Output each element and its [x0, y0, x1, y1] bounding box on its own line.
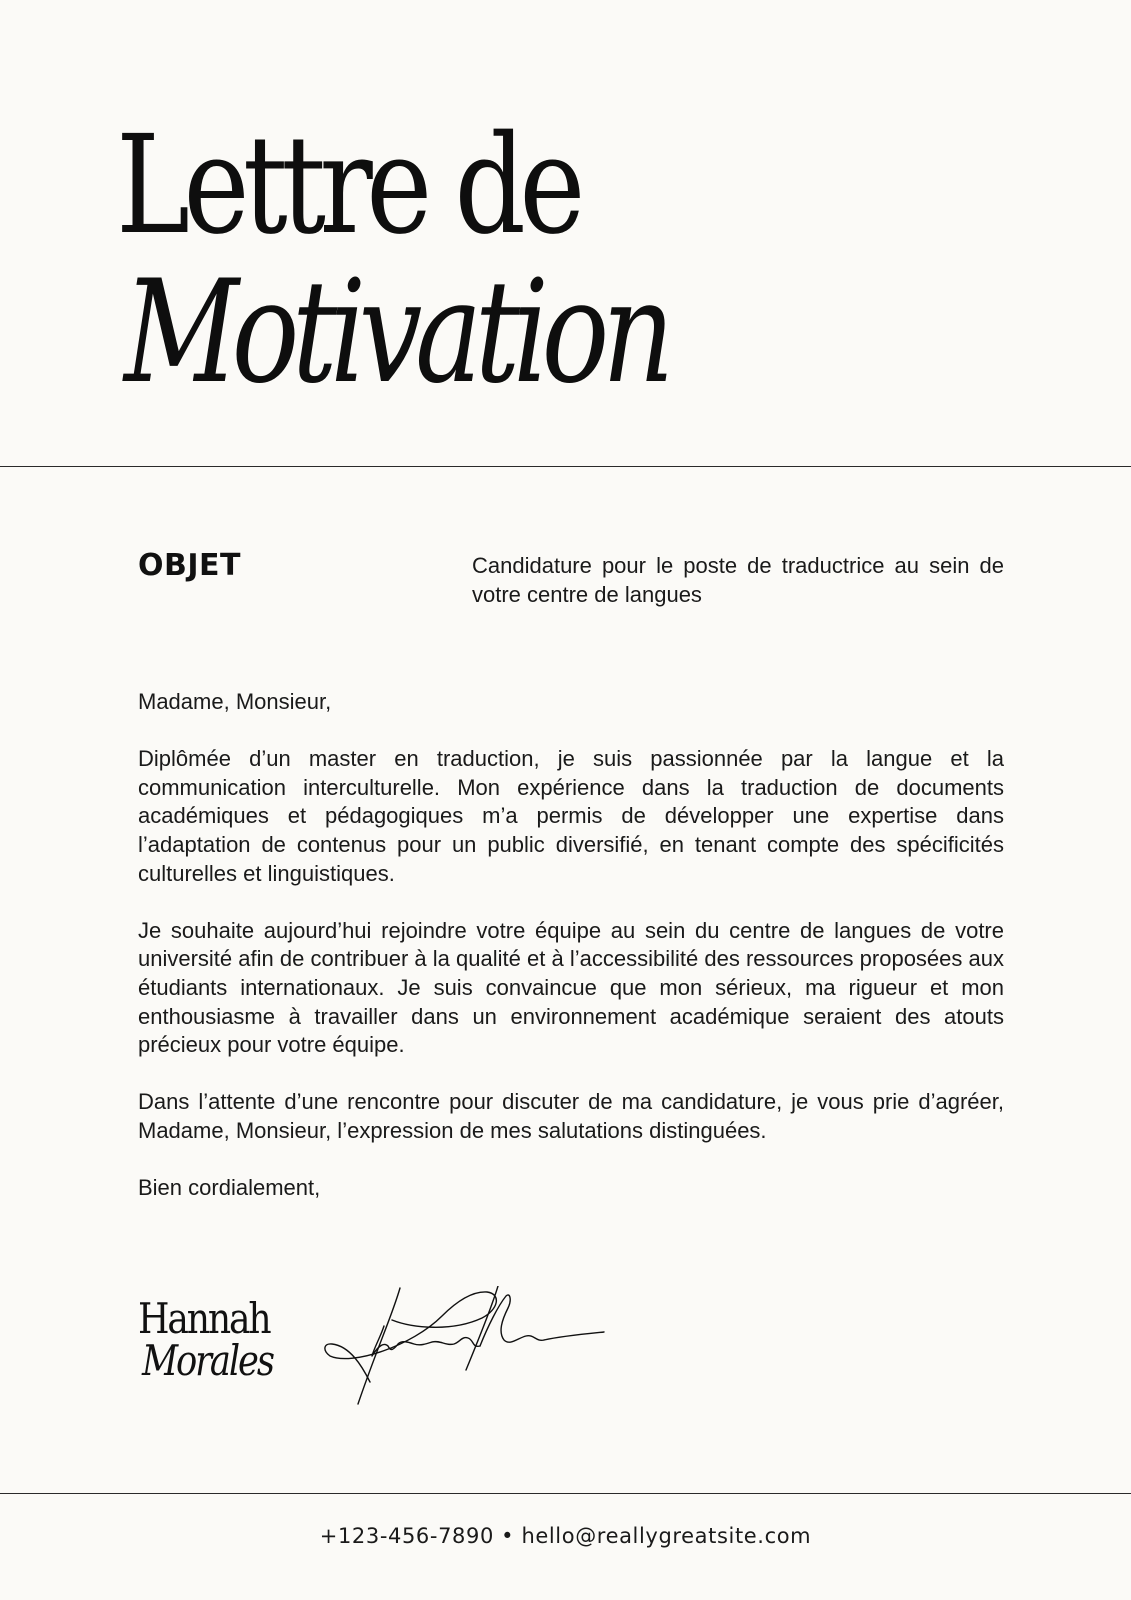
greeting: Madame, Monsieur, — [138, 689, 332, 714]
handwritten-signature — [322, 1286, 622, 1406]
paragraph-3: Dans l’attente d’une rencontre pour discuter de ma candidature, je vous prie d’agréer, Madame, Monsieur, l’expression de mes salutations distinguées. — [138, 1089, 1004, 1143]
footer-contact: +123-456-7890 • hello@reallygreatsite.com — [319, 1524, 812, 1548]
paragraph-1: Diplômée d’un master en traduction, je suis passionnée par la langue et la communication interculturelle. Mon expérience dans la traduction de documents académiques et pédagogiques m’a permis de développer une expertise dans l’adaptation de contenus pour un public diversifié, en tenant compte des spécificités culturelles et linguistiques. — [138, 746, 1004, 886]
bottom-divider — [0, 1493, 1131, 1494]
signer-first-name: Hannah — [138, 1294, 270, 1343]
signer-last-name: Morales — [142, 1336, 273, 1385]
paragraph-2: Je souhaite aujourd’hui rejoindre votre équipe au sein du centre de langues de votre université afin de contribuer à la qualité et à l’accessibilité des ressources proposées aux étudiants internationaux. Je suis convaincue que mon sérieux, ma rigueur et mon enthousiasme à travailler dans un environnement académique seraient des atouts précieux pour votre équipe. — [138, 917, 1004, 1058]
title-line-1: Lettre de — [116, 107, 579, 265]
closing: Bien cordialement, — [138, 1175, 321, 1201]
object-label: OBJET — [138, 548, 241, 583]
title-line-2: Motivation — [124, 250, 668, 415]
letter-body — [138, 688, 1004, 1203]
object-text: Candidature pour le poste de traductrice au sein de votre centre de langues — [472, 553, 1004, 607]
top-divider — [0, 466, 1131, 467]
